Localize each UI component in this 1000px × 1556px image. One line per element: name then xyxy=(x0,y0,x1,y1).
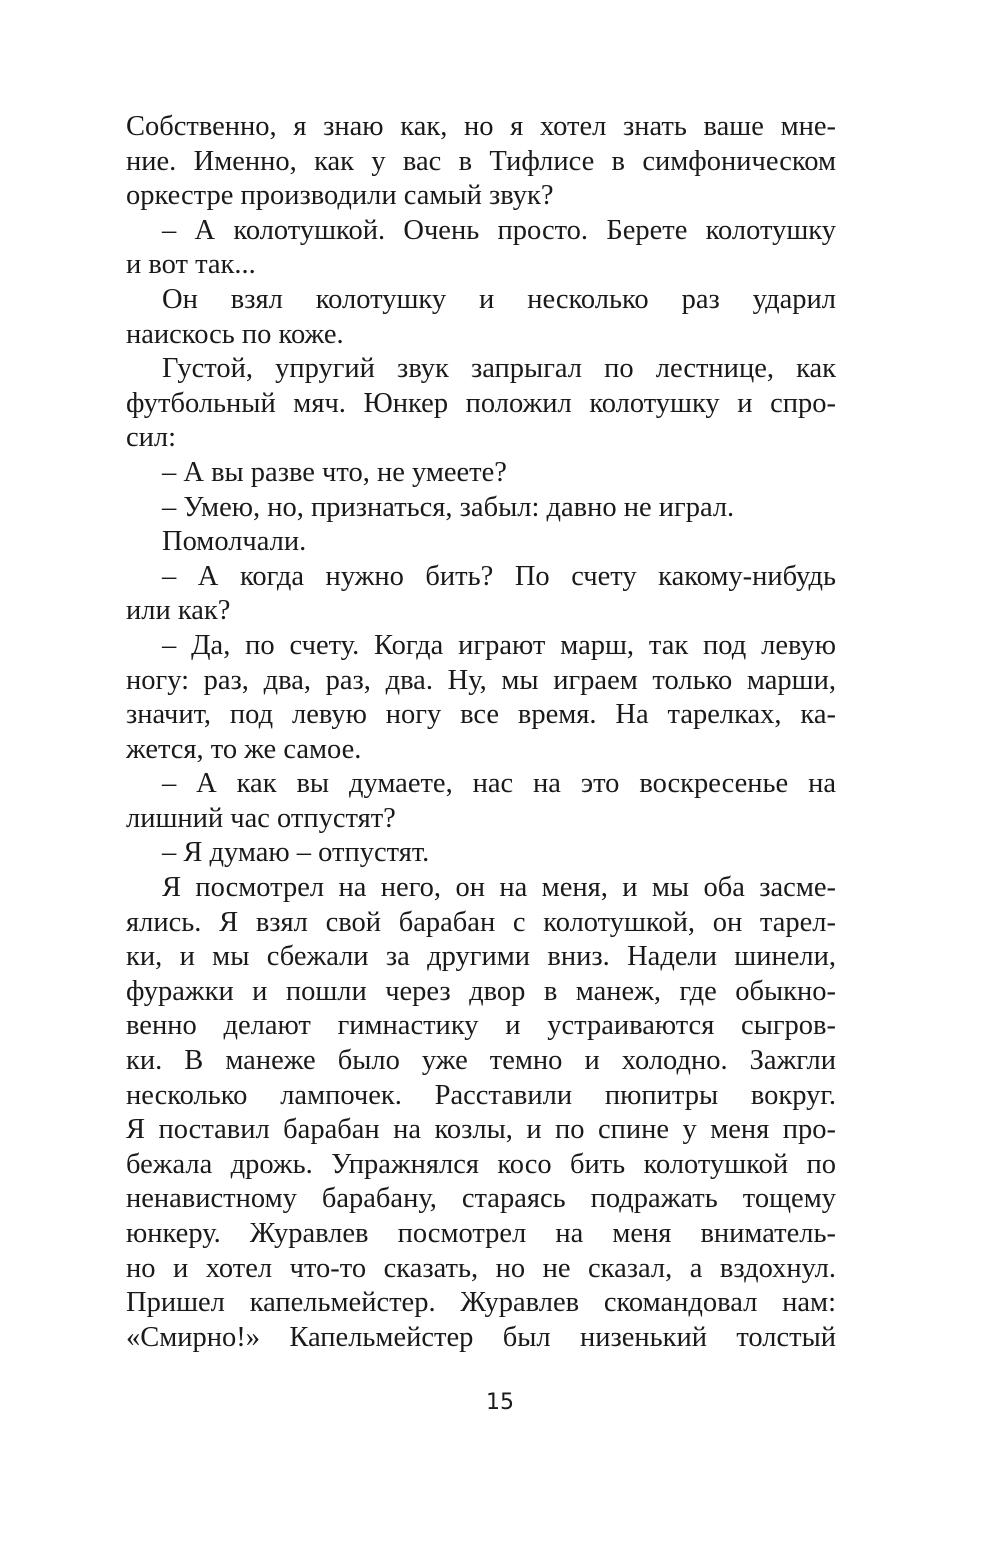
text-line: ялись. Я взял свой барабан с колотушкой, он тарел- xyxy=(126,906,836,938)
text-line: венно делают гимнастику и устраиваются сыгров- xyxy=(126,1010,836,1042)
text-line: значит, под левую ногу все время. На тарелках, ка- xyxy=(126,699,836,731)
text-line: Густой, упругий звук запрыгал по лестнице, как xyxy=(162,353,836,385)
text-line: – А когда нужно бить? По счету какому-нибудь xyxy=(162,560,836,592)
body-text xyxy=(126,110,836,1355)
text-line: юнкеру. Журавлев посмотрел на меня вниматель- xyxy=(126,1218,836,1249)
text-line: «Смирно!» Капельмейстер был низенький толстый xyxy=(126,1321,836,1353)
text-line: ки, и мы сбежали за другими вниз. Надели шинели, xyxy=(126,941,836,973)
text-line: оркестре производили самый звук? xyxy=(126,180,554,212)
text-line: Помолчали. xyxy=(162,526,307,558)
text-line: Пришел капельмейстер. Журавлев скомандовал нам: xyxy=(126,1287,836,1319)
text-line: бежала дрожь. Упражнялся косо бить колотушкой по xyxy=(126,1148,836,1180)
text-line: – Умею, но, признаться, забыл: давно не играл. xyxy=(162,491,735,523)
text-line: сил: xyxy=(126,422,177,454)
text-line: ние. Именно, как у вас в Тифлисе в симфоническом xyxy=(126,145,836,177)
text-line: фуражки и пошли через двор в манеж, где обыкно- xyxy=(126,975,836,1007)
text-line: футбольный мяч. Юнкер положил колотушку и спро- xyxy=(126,387,836,419)
text-line: ненавистному барабану, стараясь подражать тощему xyxy=(126,1183,836,1215)
text-line: ки. В манеже было уже темно и холодно. Зажгли xyxy=(126,1045,836,1077)
text-line: или как? xyxy=(126,595,231,627)
text-line: ногу: раз, два, раз, два. Ну, мы играем только марши, xyxy=(126,664,836,696)
text-line: – Я думаю – отпустят. xyxy=(162,837,430,869)
text-line: наискось по коже. xyxy=(126,318,344,350)
text-line: – А как вы думаете, нас на это воскресенье на xyxy=(162,768,836,800)
text-line: Он взял колотушку и несколько раз ударил xyxy=(162,283,836,315)
page-number: 15 xyxy=(486,1390,514,1415)
text-line: но и хотел что-то сказать, но не сказал, а вздохнул. xyxy=(126,1252,836,1284)
text-line: жется, то же самое. xyxy=(126,733,362,765)
text-line: – А колотушкой. Очень просто. Берете колотушку xyxy=(162,214,836,246)
text-line: Собственно, я знаю как, но я хотел знать ваше мне- xyxy=(126,111,836,142)
text-line: и вот так... xyxy=(126,249,256,281)
text-line: несколько лампочек. Расставили пюпитры вокруг. xyxy=(126,1079,836,1111)
text-line: – Да, по счету. Когда играют марш, так под левую xyxy=(162,629,836,661)
text-line: – А вы разве что, не умеете? xyxy=(162,456,507,488)
text-line: Я посмотрел на него, он на меня, и мы оба засме- xyxy=(162,872,836,904)
text-line: лишний час отпустят? xyxy=(126,802,396,834)
text-line: Я поставил барабан на козлы, и по спине у меня про- xyxy=(126,1114,836,1146)
